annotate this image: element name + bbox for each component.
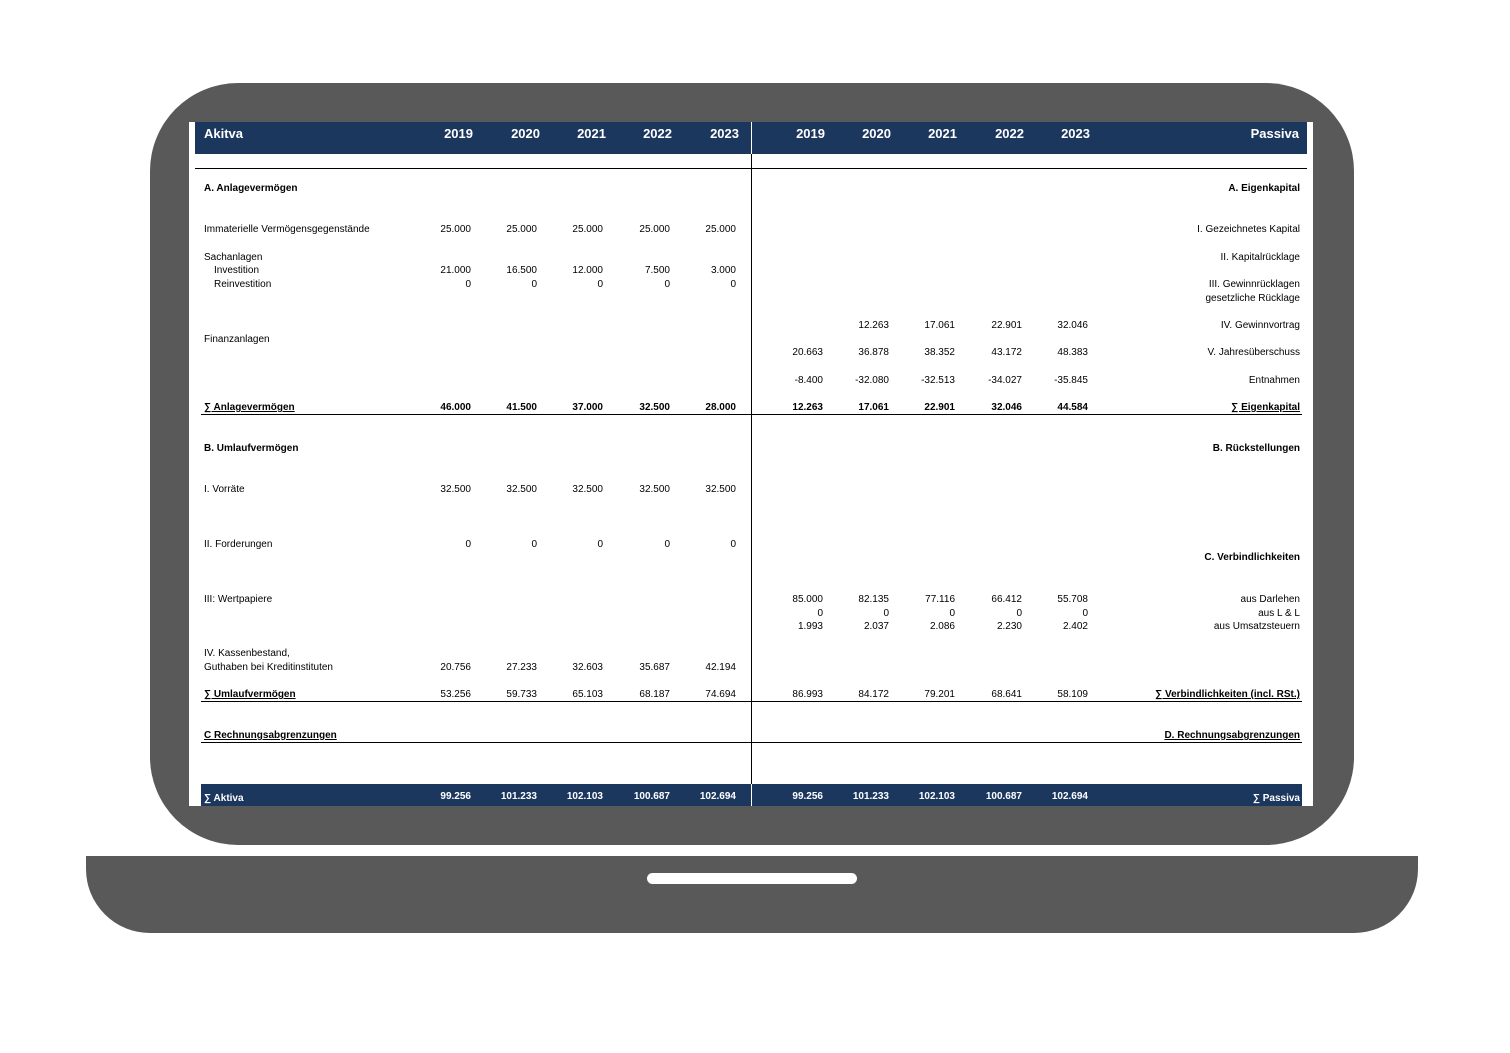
total-aktiva-label: ∑ Aktiva: [204, 793, 244, 804]
entnahmen-value-2023: -35.845: [1054, 375, 1088, 386]
vorraete-value-2023: 32.500: [705, 484, 736, 495]
reinvestition-value-2021: 0: [597, 279, 603, 290]
total-passiva-label: ∑ Passiva: [1252, 793, 1300, 804]
anlage-sum-rule: [201, 414, 1302, 415]
investition-value-2020: 16.500: [506, 265, 537, 276]
lul-value-2022: 0: [1016, 608, 1022, 619]
passiva-year-2021: 2021: [928, 126, 957, 141]
total-passiva-value-2023: 102.694: [1051, 791, 1088, 802]
passiva-year-2019: 2019: [796, 126, 825, 141]
passiva-section-c-title: C. Verbindlichkeiten: [1204, 552, 1300, 563]
immateriell-label: Immaterielle Vermögensgegenstände: [204, 224, 370, 235]
total-passiva-value-2022: 100.687: [985, 791, 1022, 802]
sum-eigen-value-2022: 32.046: [991, 402, 1022, 413]
sum-verb-value-2020: 84.172: [858, 689, 889, 700]
reinvestition-value-2022: 0: [664, 279, 670, 290]
passiva-section-b-title: B. Rückstellungen: [1212, 443, 1300, 454]
sum-umlauf-value-2022: 68.187: [639, 689, 670, 700]
sum-umlauf-value-2020: 59.733: [506, 689, 537, 700]
vorraete-label: I. Vorräte: [204, 484, 245, 495]
reinvestition-value-2020: 0: [531, 279, 537, 290]
forderungen-value-2021: 0: [597, 539, 603, 550]
sum-verb-value-2022: 68.641: [991, 689, 1022, 700]
ust-value-2023: 2.402: [1062, 621, 1088, 632]
ust-value-2019: 1.993: [797, 621, 823, 632]
investition-value-2023: 3.000: [710, 265, 736, 276]
passiva-year-2022: 2022: [995, 126, 1024, 141]
passiva-section-a-title: A. Eigenkapital: [1228, 183, 1300, 194]
forderungen-value-2019: 0: [465, 539, 471, 550]
lul-value-2023: 0: [1082, 608, 1088, 619]
investition-label: Investition: [214, 265, 260, 276]
sum-umlauf-value-2021: 65.103: [572, 689, 603, 700]
kasse-value-2019: 20.756: [440, 662, 471, 673]
forderungen-value-2023: 0: [730, 539, 736, 550]
sum-anlage-value-2023: 28.000: [705, 402, 736, 413]
passiva-section-d-title: D. Rechnungsabgrenzungen: [1164, 730, 1300, 741]
sum-verb-value-2023: 58.109: [1057, 689, 1088, 700]
total-passiva-value-2019: 99.256: [792, 791, 823, 802]
total-aktiva-value-2023: 102.694: [699, 791, 736, 802]
gewinnvortrag-value-2020: 12.263: [858, 320, 889, 331]
forderungen-label: II. Forderungen: [204, 539, 273, 550]
aktiva-year-2022: 2022: [643, 126, 672, 141]
total-aktiva-value-2021: 102.103: [566, 791, 603, 802]
vorraete-value-2021: 32.500: [572, 484, 603, 495]
gesetzliche-ruecklage-label: gesetzliche Rücklage: [1205, 293, 1300, 304]
wertpapiere-label: III: Wertpapiere: [204, 594, 273, 605]
immateriell-value-2020: 25.000: [506, 224, 537, 235]
aktiva-section-c-title: C Rechnungsabgrenzungen: [204, 730, 337, 741]
lul-label: aus L & L: [1258, 608, 1300, 619]
entnahmen-value-2019: -8.400: [794, 375, 823, 386]
passiva-year-2023: 2023: [1061, 126, 1090, 141]
kasse-value-2023: 42.194: [705, 662, 736, 673]
aktiva-section-b-title: B. Umlaufvermögen: [204, 443, 299, 454]
center-divider: [751, 122, 752, 806]
darlehen-value-2020: 82.135: [858, 594, 889, 605]
aktiva-title: Akitva: [204, 126, 244, 141]
investition-value-2019: 21.000: [440, 265, 471, 276]
lul-value-2021: 0: [949, 608, 955, 619]
laptop-base: [86, 856, 1418, 933]
ust-label: aus Umsatzsteuern: [1213, 621, 1300, 632]
sum-eigen-value-2023: 44.584: [1057, 402, 1088, 413]
kapitalruecklage-label: II. Kapitalrücklage: [1220, 252, 1300, 263]
reinvestition-label: Reinvestition: [214, 279, 272, 290]
darlehen-label: aus Darlehen: [1240, 594, 1300, 605]
kasse-label-line2: Guthaben bei Kreditinstituten: [204, 662, 333, 673]
gewinnvortrag-value-2023: 32.046: [1057, 320, 1088, 331]
aktiva-year-2021: 2021: [577, 126, 606, 141]
jahresueberschuss-value-2022: 43.172: [991, 347, 1022, 358]
sum-verb-label: ∑ Verbindlichkeiten (incl. RSt.): [1155, 689, 1300, 700]
immateriell-value-2019: 25.000: [440, 224, 471, 235]
sachanlagen-label: Sachanlagen: [204, 252, 263, 263]
immateriell-value-2021: 25.000: [572, 224, 603, 235]
lul-value-2020: 0: [883, 608, 889, 619]
forderungen-value-2020: 0: [531, 539, 537, 550]
sum-eigen-label: ∑ Eigenkapital: [1231, 402, 1300, 413]
aktiva-year-2019: 2019: [444, 126, 473, 141]
sum-umlauf-value-2023: 74.694: [705, 689, 736, 700]
jahresueberschuss-value-2023: 48.383: [1057, 347, 1088, 358]
gewinnruecklagen-label: III. Gewinnrücklagen: [1208, 279, 1300, 290]
entnahmen-value-2022: -34.027: [988, 375, 1022, 386]
darlehen-value-2022: 66.412: [991, 594, 1022, 605]
immateriell-value-2023: 25.000: [705, 224, 736, 235]
sum-anlage-value-2021: 37.000: [572, 402, 603, 413]
sum-anlage-value-2019: 46.000: [440, 402, 471, 413]
sum-verb-value-2021: 79.201: [924, 689, 955, 700]
vorraete-value-2022: 32.500: [639, 484, 670, 495]
kasse-value-2021: 32.603: [572, 662, 603, 673]
rap-rule: [201, 742, 1302, 743]
gewinnvortrag-value-2021: 17.061: [924, 320, 955, 331]
immateriell-value-2022: 25.000: [639, 224, 670, 235]
umlauf-sum-rule: [201, 701, 1302, 702]
sum-umlauf-value-2019: 53.256: [440, 689, 471, 700]
forderungen-value-2022: 0: [664, 539, 670, 550]
vorraete-value-2020: 32.500: [506, 484, 537, 495]
aktiva-year-2023: 2023: [710, 126, 739, 141]
sum-eigen-value-2019: 12.263: [792, 402, 823, 413]
total-aktiva-value-2020: 101.233: [500, 791, 537, 802]
reinvestition-value-2023: 0: [730, 279, 736, 290]
sum-anlage-label: ∑ Anlagevermögen: [204, 402, 295, 413]
ust-value-2020: 2.037: [863, 621, 889, 632]
jahresueberschuss-label: V. Jahresüberschuss: [1207, 347, 1300, 358]
kasse-label-line1: IV. Kassenbestand,: [204, 648, 290, 659]
jahresueberschuss-value-2020: 36.878: [858, 347, 889, 358]
investition-value-2022: 7.500: [644, 265, 670, 276]
passiva-year-2020: 2020: [862, 126, 891, 141]
darlehen-value-2019: 85.000: [792, 594, 823, 605]
total-passiva-value-2020: 101.233: [852, 791, 889, 802]
lul-value-2019: 0: [817, 608, 823, 619]
investition-value-2021: 12.000: [572, 265, 603, 276]
entnahmen-label: Entnahmen: [1248, 375, 1300, 386]
sum-eigen-value-2020: 17.061: [858, 402, 889, 413]
sum-eigen-value-2021: 22.901: [924, 402, 955, 413]
gezeichnet-label: I. Gezeichnetes Kapital: [1197, 224, 1300, 235]
kasse-value-2022: 35.687: [639, 662, 670, 673]
total-aktiva-value-2019: 99.256: [440, 791, 471, 802]
ust-value-2021: 2.086: [929, 621, 955, 632]
darlehen-value-2021: 77.116: [925, 594, 955, 605]
laptop-screen: [189, 122, 1313, 806]
finanzanlagen-label: Finanzanlagen: [204, 334, 270, 345]
kasse-value-2020: 27.233: [506, 662, 537, 673]
header-rule: [195, 168, 1307, 169]
laptop-hinge-slot: [647, 873, 857, 884]
passiva-title: Passiva: [1250, 126, 1299, 141]
darlehen-value-2023: 55.708: [1057, 594, 1088, 605]
reinvestition-value-2019: 0: [465, 279, 471, 290]
sum-anlage-value-2022: 32.500: [639, 402, 670, 413]
total-passiva-value-2021: 102.103: [918, 791, 955, 802]
jahresueberschuss-value-2021: 38.352: [924, 347, 955, 358]
total-aktiva-value-2022: 100.687: [633, 791, 670, 802]
sum-anlage-value-2020: 41.500: [506, 402, 537, 413]
sum-umlauf-label: ∑ Umlaufvermögen: [204, 689, 296, 700]
aktiva-year-2020: 2020: [511, 126, 540, 141]
gewinnvortrag-label: IV. Gewinnvortrag: [1220, 320, 1300, 331]
sum-verb-value-2019: 86.993: [792, 689, 823, 700]
vorraete-value-2019: 32.500: [440, 484, 471, 495]
entnahmen-value-2021: -32.513: [921, 375, 955, 386]
gewinnvortrag-value-2022: 22.901: [991, 320, 1022, 331]
jahresueberschuss-value-2019: 20.663: [792, 347, 823, 358]
ust-value-2022: 2.230: [996, 621, 1022, 632]
aktiva-section-a-title: A. Anlagevermögen: [204, 183, 298, 194]
entnahmen-value-2020: -32.080: [855, 375, 889, 386]
